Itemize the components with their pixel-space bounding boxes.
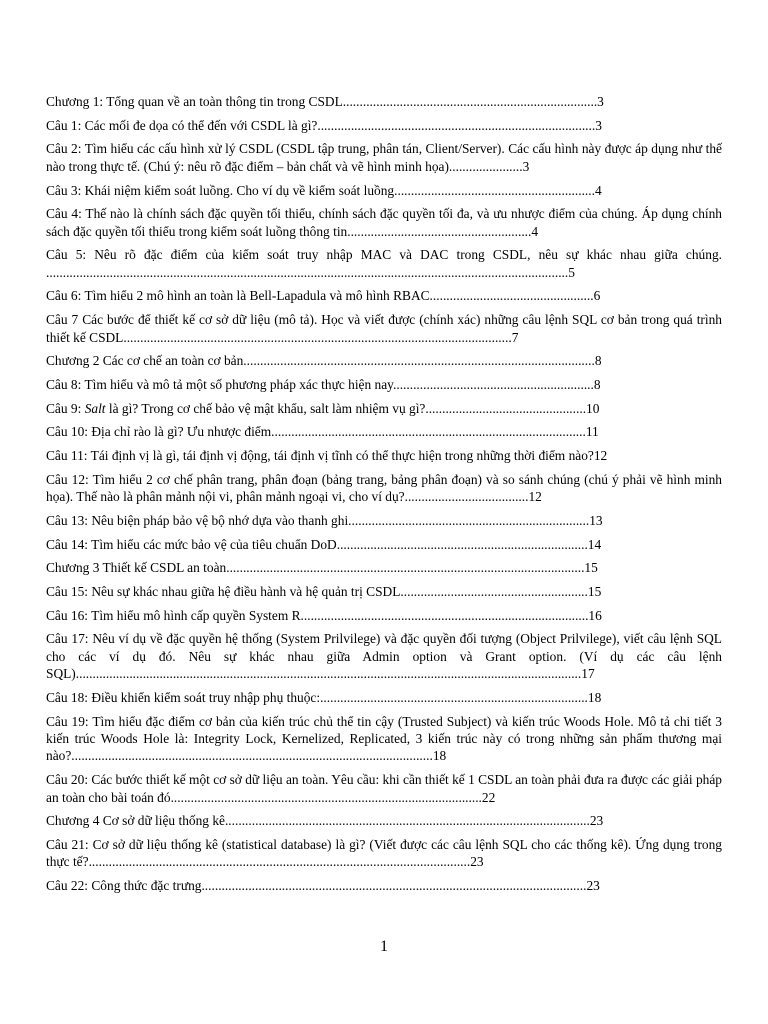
- toc-entry-question-21[interactable]: Câu 21: Cơ sở dữ liệu thống kê (statistical database) là gì? (Viết được các câu lệnh SQL cho các thống kê). Ứng dụng trong thực tế?..................................................................................................................23: [46, 836, 722, 870]
- toc-entry-chapter-1[interactable]: Chương 1: Tổng quan về an toàn thông tin trong CSDL............................................................................3: [46, 94, 604, 109]
- toc-entry-question-14[interactable]: Câu 14: Tìm hiểu các mức bảo vệ của tiêu chuẩn DoD...........................................................................14: [46, 536, 602, 552]
- toc-entry-question-22[interactable]: Câu 22: Công thức đặc trưng...................................................................................................................23: [46, 878, 600, 894]
- toc-entry-question-3[interactable]: Câu 3: Khái niệm kiểm soát luồng. Cho ví dụ về kiểm soát luồng............................................................4: [46, 182, 602, 198]
- toc-entry-question-6[interactable]: Câu 6: Tìm hiểu 2 mô hình an toàn là Bell-Lapadula và mô hình RBAC.................................................6: [46, 288, 601, 304]
- toc-entry-question-17[interactable]: Câu 17: Nêu ví dụ về đặc quyền hệ thống (System Prilvilege) và đặc quyền đối tượng (Object Prilvilege), viết câu lệnh SQL cho các ví dụ đó. Nêu sự khác nhau giữa Admin option và Grant option. (Ví dụ các câu lệnh SQL).......................................................................................................................................................17: [46, 631, 722, 682]
- toc-entry-chapter-4[interactable]: Chương 4 Cơ sở dữ liệu thống kê.............................................................................................................23: [46, 813, 604, 829]
- toc-entry-question-11[interactable]: Câu 11: Tái định vị là gì, tái định vị động, tái định vị tĩnh có thể thực hiện trong những thời điểm nào?12: [46, 448, 608, 464]
- toc-entry-chapter-3[interactable]: Chương 3 Thiết kế CSDL an toàn...........................................................................................................15: [46, 560, 598, 576]
- toc-entry-question-12[interactable]: Câu 12: Tìm hiểu 2 cơ chế phân trang, phân đoạn (bảng trang, bảng phân đoạn) và so sánh chúng (chú ý phải vẽ hình minh họa). Thế nào là phân mảnh nội vi, phân mảnh ngoại vi, cho ví dụ?.....................................12: [46, 471, 722, 505]
- toc-entry-question-16[interactable]: Câu 16: Tìm hiểu mô hình cấp quyền System R......................................................................................16: [46, 607, 602, 623]
- page-number: 1: [380, 938, 388, 955]
- toc-entry-question-18[interactable]: Câu 18: Điều khiển kiểm soát truy nhập phụ thuộc:................................................................................18: [46, 689, 602, 705]
- toc-entry-question-15[interactable]: Câu 15: Nêu sự khác nhau giữa hệ điều hành và hệ quản trị CSDL........................................................15: [46, 583, 602, 599]
- toc-entry-question-8[interactable]: Câu 8: Tìm hiểu và mô tả một số phương pháp xác thực hiện nay............................................................8: [46, 376, 601, 392]
- toc-entry-chapter-2[interactable]: Chương 2 Các cơ chế an toàn cơ bản.........................................................................................................8: [46, 353, 602, 369]
- toc-entry-question-9-italic: Salt: [84, 400, 106, 416]
- toc-entry-question-19[interactable]: Câu 19: Tìm hiểu đặc điểm cơ bản của kiến trúc chủ thể tin cậy (Trusted Subject) và kiến trúc Woods Hole. Mô tả chi tiết 3 kiến trúc Woods Hole là: Integrity Lock, Kernelized, Replicated, 3 kiến trúc này có trong những sản phẩm thương mại nào?............................................................................................................18: [46, 713, 722, 764]
- toc-entry-question-10[interactable]: Câu 10: Địa chỉ rào là gì? Ưu nhược điểm..............................................................................................11: [46, 424, 599, 440]
- toc-entry-question-13[interactable]: Câu 13: Nêu biện pháp bảo vệ bộ nhớ dựa vào thanh ghi........................................................................13: [46, 512, 603, 528]
- toc-entry-question-5[interactable]: Câu 5: Nêu rõ đặc điểm của kiểm soát truy nhập MAC và DAC trong CSDL, nêu sự khác nhau giữa chúng. ............................................................................................................................................................5: [46, 247, 722, 280]
- toc-entry-question-9-prefix: Câu 9:: [46, 400, 85, 416]
- toc-entry-question-7[interactable]: Câu 7 Các bước để thiết kế cơ sở dữ liệu (mô tả). Học và viết được (chính xác) những câu lệnh SQL cơ bản trong quá trình thiết kế CSDL....................................................................................................................7: [46, 312, 722, 345]
- toc-entry-question-1[interactable]: Câu 1: Các mối đe dọa có thể đến với CSDL là gì?...................................................................................3: [46, 117, 602, 133]
- toc-entry-question-20[interactable]: Câu 20: Các bước thiết kế một cơ sở dữ liệu an toàn. Yêu cầu: khi cần thiết kế 1 CSDL an toàn phải đưa ra được các giải pháp an toàn cho bài toán đó.............................................................................................22: [46, 772, 722, 805]
- toc-entry-question-9[interactable]: [46, 400, 722, 417]
- toc-entry-question-9-suffix: là gì? Trong cơ chế bảo vệ mật khẩu, salt làm nhiệm vụ gì?................................................10: [105, 400, 600, 416]
- toc-entry-question-4[interactable]: Câu 4: Thế nào là chính sách đặc quyền tối thiểu, chính sách đặc quyền tối đa, và ưu nhược điểm của chúng. Áp dụng chính sách đặc quyền tối thiểu trong kiểm soát luồng thông tin.......................................................4: [46, 206, 722, 239]
- toc-entry-question-2[interactable]: Câu 2: Tìm hiểu các cấu hình xử lý CSDL (CSDL tập trung, phân tán, Client/Server). Các cấu hình này được áp dụng như thế nào trong thực tế. (Chú ý: nêu rõ đặc điểm – bản chất và vẽ hình minh họa)......................3: [46, 141, 722, 174]
- table-of-contents: [46, 93, 722, 901]
